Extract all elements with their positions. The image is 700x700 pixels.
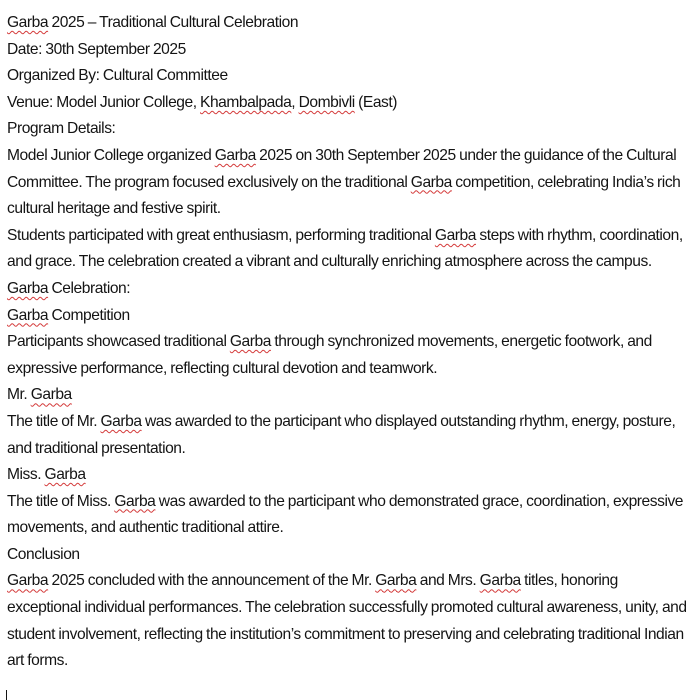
event-date: Date: 30th September 2025 bbox=[7, 40, 186, 58]
spellcheck-word[interactable]: Garba bbox=[410, 173, 452, 191]
celebration-heading: Garba Celebration: bbox=[7, 279, 131, 297]
spellcheck-word[interactable]: Garba bbox=[434, 226, 476, 244]
program-details-heading: Program Details: bbox=[7, 120, 116, 138]
program-paragraph-2: Students participated with great enthusiasm, performing traditional Garba steps with rhythm, coordination, and grace. The celebration created a vibrant and culturally enriching atmosphere across the campus. bbox=[7, 226, 683, 271]
spellcheck-word[interactable]: Garba bbox=[7, 306, 49, 324]
spellcheck-word[interactable]: Garba bbox=[44, 466, 86, 484]
event-venue: Venue: Model Junior College, Khambalpada, Dombivli (East) bbox=[7, 93, 398, 111]
spellcheck-word[interactable]: Garba bbox=[479, 572, 521, 590]
spellcheck-word[interactable]: Garba bbox=[100, 412, 142, 430]
spellcheck-word[interactable]: Garba bbox=[114, 492, 156, 510]
text-cursor bbox=[6, 690, 7, 700]
miss-garba-heading: Miss. Garba bbox=[7, 466, 86, 484]
spellcheck-word[interactable]: Garba bbox=[229, 333, 271, 351]
spellcheck-word[interactable]: Garba bbox=[7, 14, 49, 31]
mr-garba-paragraph: The title of Mr. Garba was awarded to the participant who displayed outstanding rhythm, energy, posture, and traditional presentation. bbox=[7, 412, 676, 457]
spellcheck-word[interactable]: Garba bbox=[214, 146, 256, 164]
competition-paragraph: Participants showcased traditional Garba through synchronized movements, energetic footwork, and expressive performance, reflecting cultural devotion and teamwork. bbox=[7, 333, 652, 377]
spellcheck-word[interactable]: Dombivli bbox=[298, 93, 355, 111]
miss-garba-paragraph: The title of Miss. Garba was awarded to the participant who demonstrated grace, coordination, expressive movements, and authentic traditional attire. bbox=[7, 492, 684, 537]
mr-garba-heading: Mr. Garba bbox=[7, 386, 72, 404]
spellcheck-word[interactable]: Garba bbox=[7, 279, 49, 297]
spellcheck-word[interactable]: Garba bbox=[30, 386, 72, 404]
conclusion-paragraph: Garba 2025 concluded with the announcement of the Mr. Garba and Mrs. Garba titles, honoring exceptional individual performances. The celebration successfully promoted cultural awareness, unity, and student involvement, reflecting the institution’s commitment to preserving and celebrating traditional Indian art forms. bbox=[7, 572, 687, 670]
document-body[interactable] bbox=[7, 10, 695, 675]
program-paragraph-1: Model Junior College organized Garba 2025 on 30th September 2025 under the guidance of the Cultural Committee. The program focused exclusively on the traditional Garba competition, celebrating India’s rich cultural heritage and festive spirit. bbox=[7, 146, 681, 218]
spellcheck-word[interactable]: Garba bbox=[7, 572, 49, 590]
competition-heading: Garba Competition bbox=[7, 306, 130, 324]
spellcheck-word[interactable]: Garba bbox=[375, 572, 417, 590]
event-organizer: Organized By: Cultural Committee bbox=[7, 67, 228, 85]
conclusion-heading: Conclusion bbox=[7, 545, 80, 563]
spellcheck-word[interactable]: Khambalpada bbox=[200, 93, 292, 111]
document-title: Garba 2025 – Traditional Cultural Celebration bbox=[7, 14, 299, 31]
